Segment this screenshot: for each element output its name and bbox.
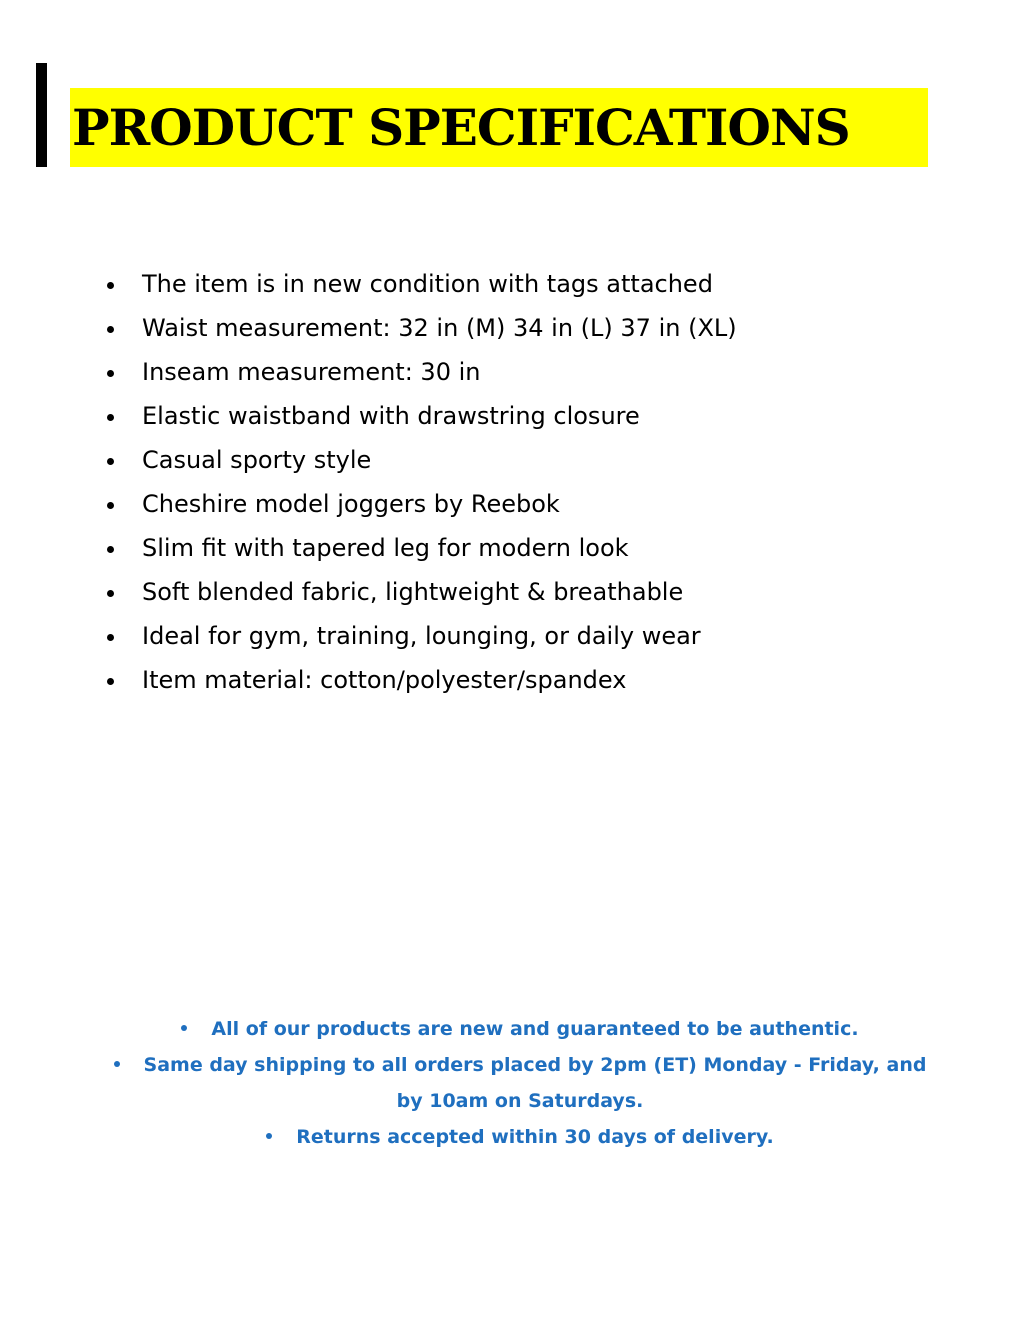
spec-item — [0, 394, 1034, 438]
bullet-icon — [107, 414, 114, 421]
spec-text: Waist measurement: 32 in (M) 34 in (L) 37 in (XL) — [142, 314, 737, 342]
bullet-icon — [266, 1133, 272, 1139]
bullet-icon — [114, 1061, 120, 1067]
policy-returns — [100, 1119, 940, 1155]
spec-item — [0, 658, 1034, 702]
spec-text: Item material: cotton/polyester/spandex — [142, 666, 627, 694]
policy-authentic — [100, 1011, 940, 1047]
spec-text: Elastic waistband with drawstring closure — [142, 402, 640, 430]
bullet-icon — [181, 1025, 187, 1031]
policy-shipping — [100, 1047, 940, 1083]
spec-list — [0, 262, 1034, 702]
spec-text: Cheshire model joggers by Reebok — [142, 490, 560, 518]
spec-text: Casual sporty style — [142, 446, 372, 474]
bullet-icon — [107, 326, 114, 333]
bullet-icon — [107, 546, 114, 553]
page-title: PRODUCT SPECIFICATIONS — [72, 98, 850, 157]
spec-text: Slim fit with tapered leg for modern look — [142, 534, 629, 562]
bullet-icon — [107, 370, 114, 377]
spec-item — [0, 350, 1034, 394]
policy-shipping-continued — [100, 1083, 940, 1119]
spec-item — [0, 526, 1034, 570]
bullet-icon — [107, 590, 114, 597]
bullet-icon — [107, 282, 114, 289]
spec-text: Inseam measurement: 30 in — [142, 358, 481, 386]
policy-authentic-text: All of our products are new and guaranteed to be authentic. — [211, 1018, 859, 1040]
policy-returns-text: Returns accepted within 30 days of delivery. — [296, 1126, 774, 1148]
spec-text: Soft blended fabric, lightweight & breathable — [142, 578, 684, 606]
spec-item — [0, 570, 1034, 614]
store-policies — [100, 1011, 940, 1155]
spec-item — [0, 306, 1034, 350]
spec-item — [0, 262, 1034, 306]
spec-item — [0, 614, 1034, 658]
policy-shipping-text: Same day shipping to all orders placed by 2pm (ET) Monday - Friday, and — [143, 1054, 927, 1076]
bullet-icon — [107, 678, 114, 685]
bullet-icon — [107, 458, 114, 465]
title-accent-bar — [36, 63, 47, 167]
spec-item — [0, 438, 1034, 482]
spec-text: Ideal for gym, training, lounging, or daily wear — [142, 622, 701, 650]
spec-text: The item is in new condition with tags attached — [142, 270, 713, 298]
policy-shipping-text-continued: by 10am on Saturdays. — [396, 1090, 644, 1112]
spec-item — [0, 482, 1034, 526]
bullet-icon — [107, 634, 114, 641]
bullet-icon — [107, 502, 114, 509]
